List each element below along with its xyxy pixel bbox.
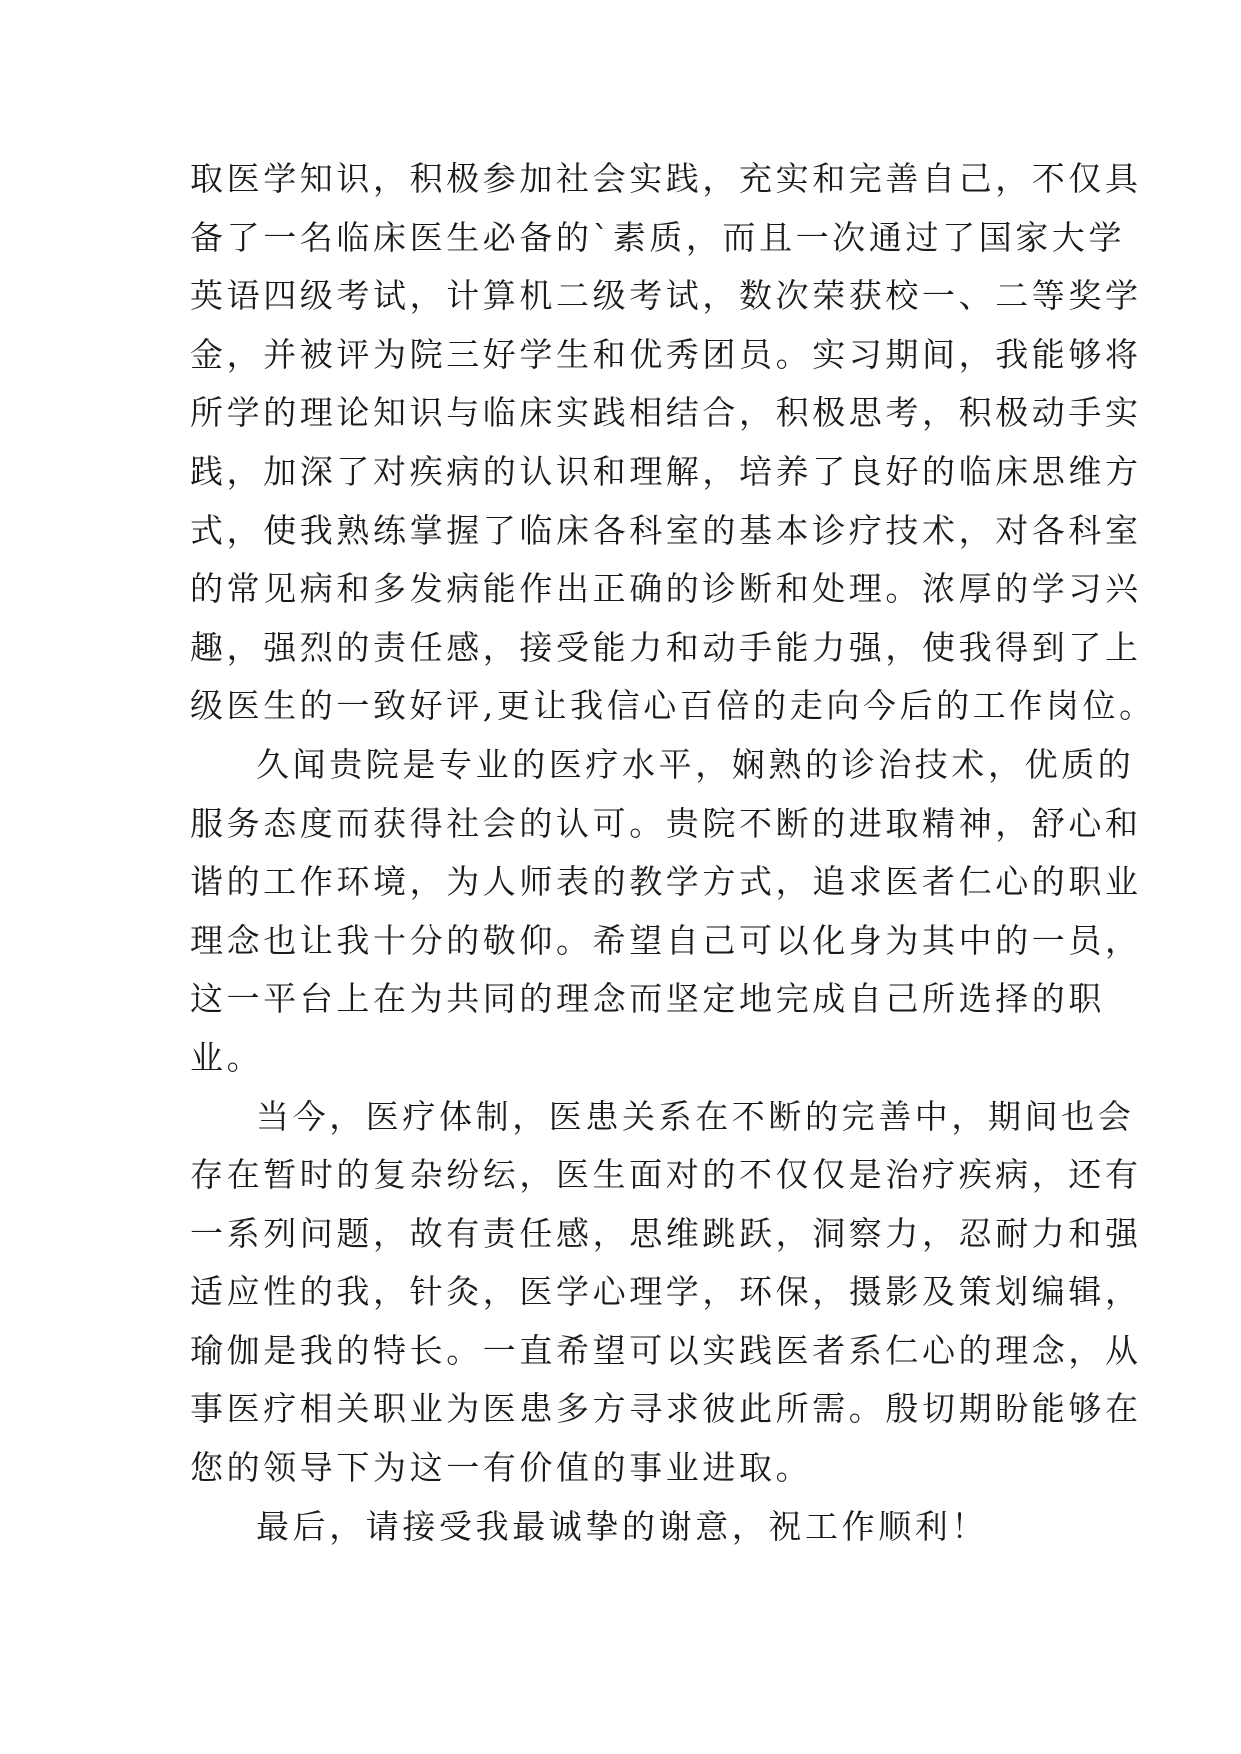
text-line: 备了一名临床医生必备的`素质，而且一次通过了国家大学 <box>190 217 1126 257</box>
paragraph-3 <box>190 1088 1142 1498</box>
text-line: 英语四级考试，计算机二级考试，数次荣获校一、二等奖学 <box>190 276 1142 316</box>
text-line: 存在暂时的复杂纷纭，医生面对的不仅仅是治疗疾病，还有 <box>190 1155 1142 1195</box>
text-line: 适应性的我，针灸，医学心理学，环保，摄影及策划编辑， <box>190 1272 1142 1312</box>
paragraph-4 <box>190 1498 1070 1557</box>
text-line: 金，并被评为院三好学生和优秀团员。实习期间，我能够将 <box>190 334 1142 374</box>
letter-body <box>190 150 1156 1556</box>
paragraph-2 <box>190 736 1142 1088</box>
text-line: 理念也让我十分的敬仰。希望自己可以化身为其中的一员， <box>190 920 1142 960</box>
paragraph-1 <box>190 150 1156 736</box>
text-line: 当今，医疗体制，医患关系在不断的完善中，期间也会 <box>256 1096 1135 1136</box>
text-line: 级医生的一致好评,更让我信心百倍的走向今后的工作岗位。 <box>190 686 1156 726</box>
text-line: 您的领导下为这一有价值的事业进取。 <box>190 1448 813 1488</box>
text-line: 践，加深了对疾病的认识和理解，培养了良好的临床思维方 <box>190 451 1142 491</box>
text-line: 式，使我熟练掌握了临床各科室的基本诊疗技术，对各科室 <box>190 510 1142 550</box>
text-line: 所学的理论知识与临床实践相结合，积极思考，积极动手实 <box>190 393 1142 433</box>
text-line: 谐的工作环境，为人师表的教学方式，追求医者仁心的职业 <box>190 862 1142 902</box>
text-line: 的常见病和多发病能作出正确的诊断和处理。浓厚的学习兴 <box>190 569 1142 609</box>
text-line: 一系列问题，故有责任感，思维跳跃，洞察力，忍耐力和强 <box>190 1213 1142 1253</box>
text-line: 服务态度而获得社会的认可。贵院不断的进取精神，舒心和 <box>190 803 1142 843</box>
text-line: 这一平台上在为共同的理念而坚定地完成自己所选择的职 <box>190 979 1105 1019</box>
text-line: 取医学知识，积极参加社会实践，充实和完善自己，不仅具 <box>190 159 1142 198</box>
text-line: 瑜伽是我的特长。一直希望可以实践医者系仁心的理念，从 <box>190 1330 1142 1370</box>
text-line: 趣，强烈的责任感，接受能力和动手能力强，使我得到了上 <box>190 627 1142 667</box>
text-line: 久闻贵院是专业的医疗水平，娴熟的诊治技术，优质的 <box>256 744 1135 784</box>
text-line: 最后，请接受我最诚挚的谢意，祝工作顺利！ <box>256 1506 988 1546</box>
text-line: 业。 <box>190 1037 264 1077</box>
text-line: 事医疗相关职业为医患多方寻求彼此所需。殷切期盼能够在 <box>190 1389 1142 1429</box>
